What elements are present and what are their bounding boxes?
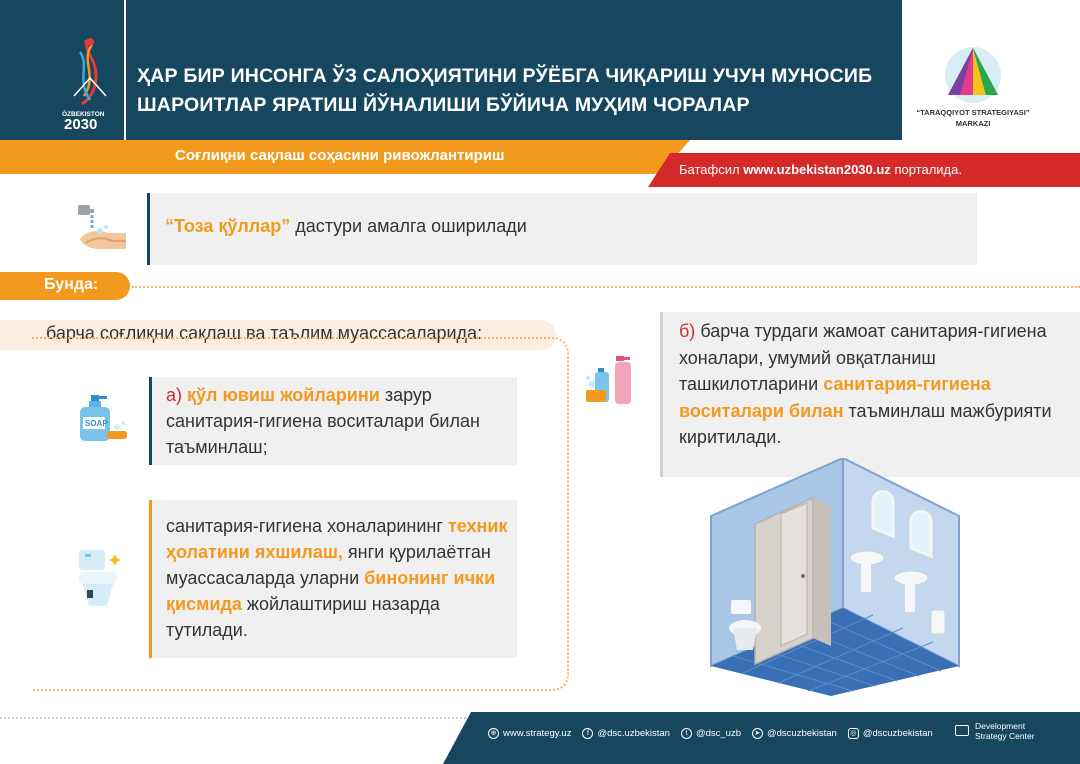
footer-instagram[interactable]	[848, 728, 933, 739]
barcha-heading: барча соғлиқни сақлаш ва таълим муассасаларида:	[46, 323, 483, 343]
item-b-part1: барча турдаги жамоат санитария-гигиена хоналари, умумий овқатланиш ташкилотларини	[679, 321, 1047, 394]
globe-icon: ⊕	[488, 728, 499, 739]
toilet-icon	[75, 548, 127, 610]
svg-text:SOAP: SOAP	[85, 419, 108, 428]
dsc-label	[975, 721, 1035, 741]
item-a-rest: зарур санитария-гигиена воситалари билан таъминлаш;	[166, 385, 480, 457]
program-name: “Тоза қўллар”	[165, 216, 291, 236]
item-a-highlight: қўл ювиш жойларини	[187, 385, 380, 405]
facebook-label: @dsc.uzbekistan	[597, 727, 670, 739]
item-c-highlight2: бинонинг ички қисмида	[166, 568, 496, 614]
dsc-line-1: Development	[975, 721, 1026, 731]
section-title: Соғлиқни сақлаш соҳасини ривожлантириш	[175, 147, 505, 164]
twitter-label: @dsc_uzb	[695, 727, 741, 739]
item-b-highlight: санитария-гигиена воситалари билан	[679, 374, 991, 421]
program-statement	[165, 216, 527, 237]
telegram-icon: ➤	[752, 728, 763, 739]
bathroom-illustration	[703, 458, 965, 698]
emblem-icon	[0, 0, 126, 140]
item-c-part1: санитария-гигиена хоналарининг	[166, 516, 443, 536]
item-a-text	[166, 382, 516, 460]
telegram-label: @dscuzbekistan	[766, 727, 837, 739]
page-title	[137, 62, 897, 120]
details-prefix: Батафсил	[679, 162, 740, 177]
item-c-part3: жойлаштириш назарда тутилади.	[166, 594, 440, 640]
title-line-2: ШАРОИТЛАР ЯРАТИШ ЙЎНАЛИШИ БЎЙИЧА МУҲИМ ЧОРАЛАР	[137, 94, 750, 116]
bunda-label: Бунда:	[44, 276, 99, 293]
footer-divider	[0, 717, 470, 719]
item-a-letter: а)	[166, 385, 183, 405]
toiletries-icon	[584, 352, 636, 406]
program-description: дастури амалга оширилади	[295, 216, 527, 236]
dsc-logo-icon	[955, 725, 969, 736]
footer-twitter[interactable]	[681, 728, 741, 739]
soap-dispenser-icon	[77, 393, 129, 445]
footer-website[interactable]	[488, 728, 571, 739]
title-line-1: ҲАР БИР ИНСОНГА ЎЗ САЛОҲИЯТИНИ РЎЁБГА ЧИҚАРИШ УЧУН МУНОСИБ	[137, 65, 873, 87]
item-b-letter: б)	[679, 321, 696, 341]
dotted-divider	[132, 286, 1080, 288]
details-suffix: порталида.	[894, 162, 962, 177]
dsc-line-2: Strategy Center	[975, 731, 1035, 741]
twitter-icon: t	[681, 728, 692, 739]
strategy-center-emblem-icon	[908, 0, 1080, 105]
instagram-label: @dscuzbekistan	[862, 727, 933, 739]
hand-washing-icon	[72, 203, 130, 255]
details-text	[679, 162, 962, 177]
instagram-icon: ◎	[848, 728, 859, 739]
svg-text:ÓZBEKISTON: ÓZBEKISTON	[62, 111, 105, 118]
strategy-center-logo	[908, 0, 1080, 140]
item-c-text	[166, 513, 516, 643]
website-label: www.strategy.uz	[503, 727, 572, 739]
portal-link[interactable]: www.uzbekistan2030.uz	[743, 162, 891, 177]
footer-telegram[interactable]	[752, 728, 837, 739]
item-c-highlight1: техник ҳолатини яхшилаш,	[166, 516, 508, 562]
logo-year: 2030	[64, 116, 98, 133]
caption-line-2: MARKAZI	[955, 119, 991, 128]
item-b-part2: таъминлаш мажбурияти киритилади.	[679, 400, 1052, 447]
uzbekistan-2030-logo	[0, 0, 126, 140]
facebook-icon: f	[582, 728, 593, 739]
strategy-center-caption	[908, 107, 1080, 129]
caption-line-1: “TARAQQIYOT STRATEGIYASI”	[916, 108, 1030, 117]
footer-facebook[interactable]	[582, 728, 669, 739]
item-b-text	[679, 318, 1071, 451]
footer-links	[488, 724, 944, 742]
item-c-part2: янги қурилаётган муассасаларда уларни	[166, 542, 491, 588]
